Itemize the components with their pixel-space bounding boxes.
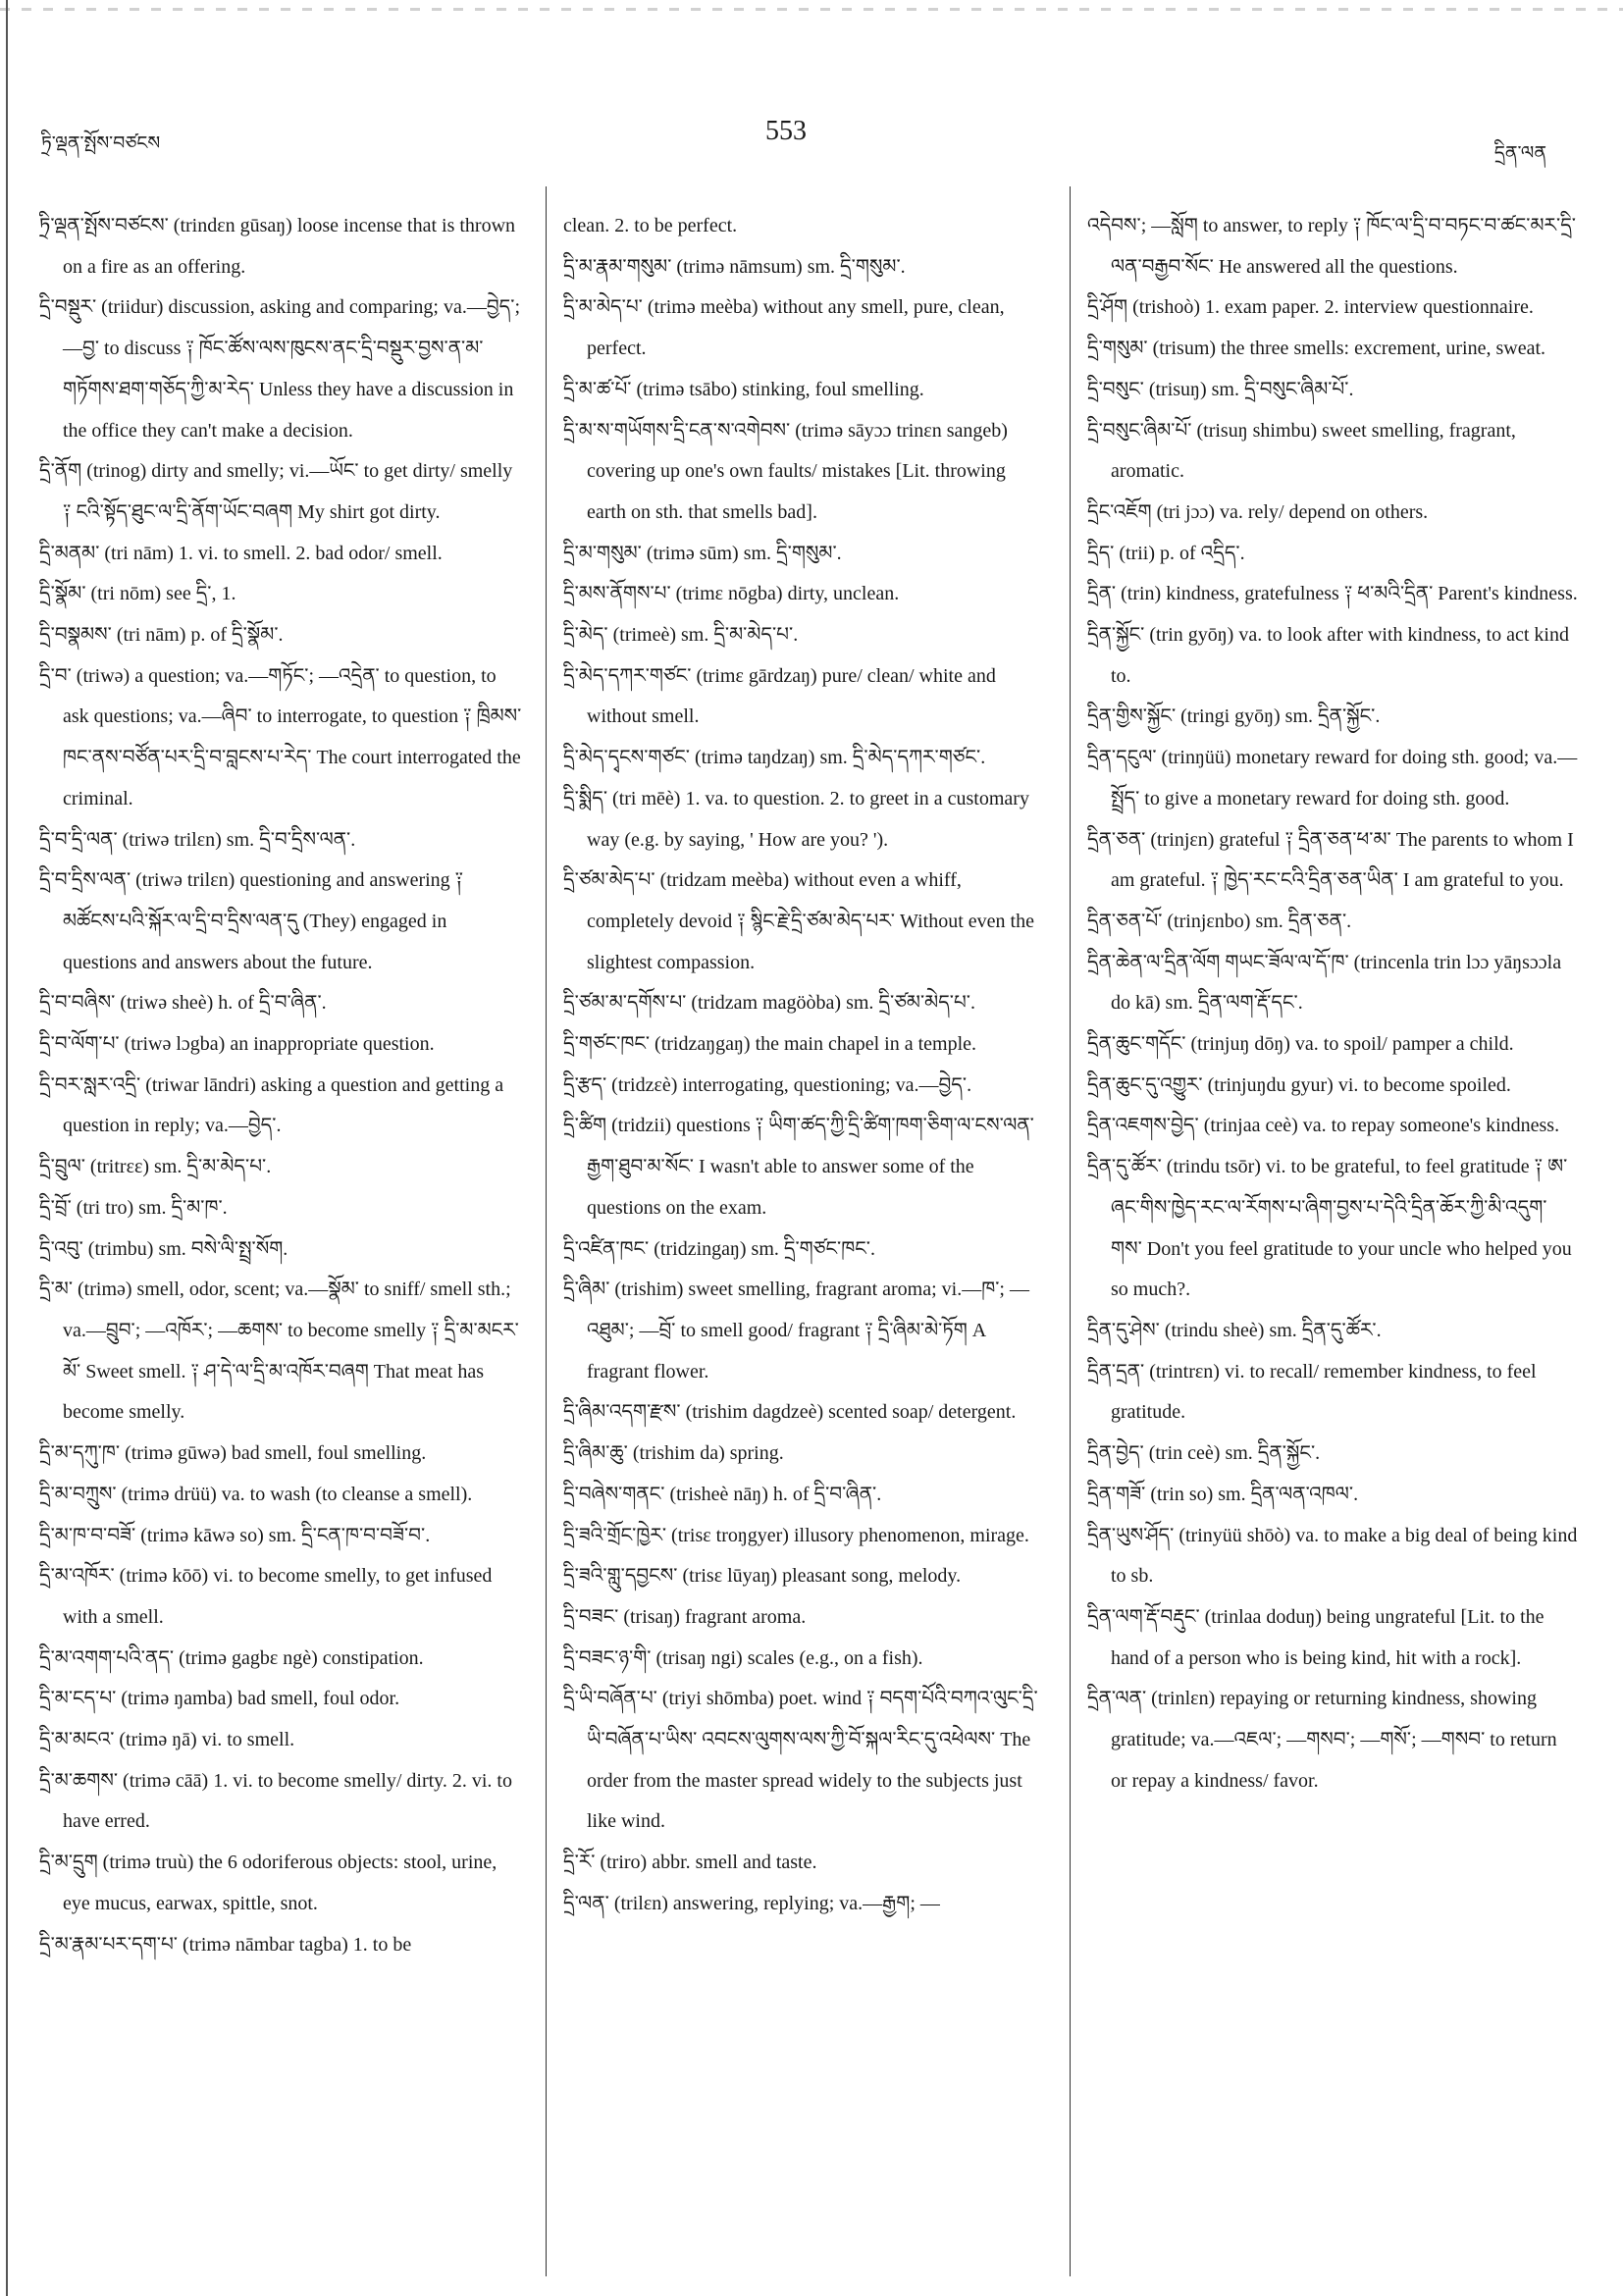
dictionary-entry: དྲི་སྨིད་ (tri mēè) 1. va. to question. 2. to greet in a customary way (e.g. by saying, ' How are you? '). xyxy=(563,787,1029,851)
dictionary-entry: དྲི་མས་ནོགས་པ་ (trimɛ nōgba) dirty, unclean. xyxy=(563,583,900,605)
dictionary-column-2 xyxy=(563,206,1044,2282)
dictionary-entry: དྲིན་འཇགས་བྱེད་ (trinjaa ceè) va. to repay someone's kindness. xyxy=(1087,1115,1560,1137)
dictionary-entry: དྲི་གཙང་ཁང་ (tridzaŋgaŋ) the main chapel in a temple. xyxy=(563,1033,977,1056)
dictionary-entry: དྲི་བ་དྲི་ལན་ (triwə trilɛn) sm. དྲི་བ་དྲིས་ལན་. xyxy=(39,828,356,851)
page-number: 553 xyxy=(765,116,807,146)
dictionary-entry: དྲི་མ་ས་གཡོགས་དྲི་ངན་ས་འགེབས་ (trimə sāyɔɔ trinɛn sangeb) covering up one's own faults/ mistakes [Lit. throwing earth on sth. that smells bad]. xyxy=(563,419,1008,523)
dictionary-entry: དྲི་སྣོམ་ (tri nōm) see དྲི་, 1. xyxy=(39,583,236,605)
dictionary-entry: དྲིན་ (trin) kindness, gratefulness ༑ ཕ་མའི་དྲིན་ Parent's kindness. xyxy=(1087,583,1578,605)
dictionary-entry: དྲི་མེད་དྭངས་གཙང་ (trimə taŋdzaŋ) sm. དྲི་མེད་དཀར་གཙང་. xyxy=(563,747,986,769)
dictionary-column-3 xyxy=(1087,206,1578,2282)
dictionary-entry: དྲིན་ཆུང་གདོང་ (trinjuŋ dōŋ) va. to spoil/ pamper a child. xyxy=(1087,1033,1514,1056)
dictionary-entry: དྲི་མ་དྲུག (trimə truù) the 6 odoriferous objects: stool, urine, eye mucus, earwax, spittle, snot. xyxy=(39,1852,497,1914)
dictionary-entry: clean. 2. to be perfect. xyxy=(563,215,738,236)
dictionary-entry: དྲིན་ཅན་པོ་ (trinjɛnbo) sm. དྲིན་ཅན་. xyxy=(1087,910,1352,932)
running-head-left: ཏྲི་ལྡན་སྤོས་བཙངས xyxy=(41,132,161,154)
scan-border-line xyxy=(0,8,1623,11)
dictionary-entry: དྲི་བཟང་ (trisaŋ) fragrant aroma. xyxy=(563,1605,807,1628)
dictionary-entry: དྲི་བསྡུར་ (triidur) discussion, asking and comparing; va.—བྱེད་; —བྱ་ to discuss ༑ ཁོང་ཚོས་ལས་ཁུངས་ནང་དྲི་བསྡུར་བྱས་ན་མ་གཏོགས་ཐག་གཅོད་ཀྱི་མ་རེད་ Unless they have a discussion in the office they can't make a decision. xyxy=(39,296,521,442)
dictionary-entry: དྲིན་བྱེད་ (trin ceè) sm. དྲིན་སྐྱོང་. xyxy=(1087,1442,1321,1465)
dictionary-entry: དྲི་ཞིམ་འདག་རྫས་ (trishim dagdzeè) scented soap/ detergent. xyxy=(563,1401,1017,1424)
dictionary-entry: དྲི་བསུང་ཞིམ་པོ་ (trisuŋ shimbu) sweet smelling, fragrant, aromatic. xyxy=(1087,419,1516,483)
dictionary-entry: དྲི་ཙམ་མ་དགོས་པ་ (tridzam magöòba) sm. དྲི་ཙམ་མེད་པ་. xyxy=(563,992,975,1015)
dictionary-entry: དྲིན་ཡུས་ཤོད་ (trinyüü shōò) va. to make a big deal of being kind to sb. xyxy=(1087,1524,1578,1588)
dictionary-entry: དྲི་ཤོག (trishoò) 1. exam paper. 2. interview questionnaire. xyxy=(1087,296,1534,319)
dictionary-entry: དྲིན་དངུལ་ (trinŋüü) monetary reward for doing sth. good; va.—སྤྲོད་ to give a monetary reward for doing sth. good. xyxy=(1087,747,1578,809)
dictionary-entry: དྲི་འབུ་ (trimbu) sm. བསེ་ལི་སྤྲ་སོག. xyxy=(39,1237,288,1260)
dictionary-entry: དྲི་མ་ངད་པ་ (trimə ŋamba) bad smell, foul odor. xyxy=(39,1688,400,1710)
dictionary-entry: དྲི་མ་ (trimə) smell, odor, scent; va.—སྣོམ་ to sniff/ smell sth.; va.—བྲུབ་; —འཁོར་; —ཆགས་ to become smelly ༑ དྲི་མ་མངར་མོ་ Sweet smell. ༑ ཤ་དེ་ལ་དྲི་མ་འཁོར་བཞག That meat has become smelly. xyxy=(39,1278,519,1424)
dictionary-entry: དྲི་ཡི་བཞོན་པ་ (triyi shōmba) poet. wind ༑ བདག་པོའི་བཀའ་ལུང་དྲི་ཡི་བཞོན་པ་ཡིས་ འབངས་ལུགས་ལས་ཀྱི་བོ་སྐལ་རིང་དུ་འཕེལས་ The order from the master spread widely to the subjects just like wind. xyxy=(563,1688,1038,1833)
dictionary-entry: དྲིན་ཆེན་ལ་དྲིན་ལོག གཡང་ཟོལ་ལ་དོ་ཁ་ (trincenla trin lɔɔ yāŋsɔɔla do kā) sm. དྲིན་ལག་རྡོ་དང་. xyxy=(1087,951,1562,1015)
dictionary-entry: དྲི་མ་ཚ་པོ་ (trimə tsābo) stinking, foul smelling. xyxy=(563,378,924,400)
dictionary-entry: དྲིན་ཅན་ (trinjɛn) grateful ༑ དྲིན་ཅན་ཕ་མ་ The parents to whom I am grateful. ༑ ཁྱེད་རང་ངའི་དྲིན་ཅན་ཡིན་ I am grateful to you. xyxy=(1087,828,1574,892)
dictionary-entry: དྲི་བསྣམས་ (tri nām) p. of དྲི་སྣོམ་. xyxy=(39,624,284,647)
dictionary-entry: དྲི་མ་ཁ་བ་བཟོ་ (trimə kāwə so) sm. དྲི་ངན་ཁ་བ་བཟོ་བ་. xyxy=(39,1524,431,1546)
dictionary-entry: དྲི་བཞེས་གནང་ (trisheè nāŋ) h. of དྲི་བ་ཞིན་. xyxy=(563,1483,882,1505)
dictionary-entry: དྲིན་དུ་ཚོར་ (trindu tsōr) vi. to be grateful, to feel gratitude ༑ ཨ་ཞང་གིས་ཁྱེད་རང་ལ་རོགས་པ་ཞིག་བྱས་པ་དེའི་དྲིན་ཆོར་ཀྱི་མི་འདུག་གས་ Don't you feel gratitude to your uncle who helped you so much?. xyxy=(1087,1156,1572,1301)
dictionary-entry: དྲི་འཛིན་ཁང་ (tridzingaŋ) sm. དྲི་གཙང་ཁང་. xyxy=(563,1237,875,1260)
dictionary-entry: དྲི་བ་བཞིས་ (triwə sheè) h. of དྲི་བ་ཞིན་. xyxy=(39,992,327,1015)
dictionary-entry: དྲི་ཞིམ་ (trishim) sweet smelling, fragrant aroma; vi.—ཁ་; —འཐུམ་; —བྲོ་ to smell good/ fragrant ༑ དྲི་ཞིམ་མེ་ཏོག A fragrant flower. xyxy=(563,1278,1029,1383)
dictionary-entry: དྲིད་ (trii) p. of འདྲིད་. xyxy=(1087,542,1245,564)
dictionary-entry: དྲི་མ་ཆགས་ (trimə cāā) 1. vi. to become smelly/ dirty. 2. vi. to have erred. xyxy=(39,1769,512,1833)
dictionary-entry: དྲི་རོ་ (triro) abbr. smell and taste. xyxy=(563,1852,817,1874)
dictionary-entry: དྲི་མེད་དཀར་གཙང་ (trimɛ gārdzaŋ) pure/ clean/ white and without smell. xyxy=(563,664,996,728)
running-head-right: དྲིན་ལན xyxy=(1493,142,1546,164)
dictionary-entry: དྲི་བ་ལོག་པ་ (triwə lɔgba) an inappropriate question. xyxy=(39,1033,435,1056)
dictionary-entry: དྲི་བྲོ་ (tri tro) sm. དྲི་མ་ཁ་. xyxy=(39,1196,228,1219)
dictionary-entry: དྲི་མ་བཀྲུས་ (trimə drüü) va. to wash (to cleanse a smell). xyxy=(39,1483,473,1505)
dictionary-entry: དྲི་ཟའི་གྲོང་ཁྱེར་ (trisɛ troŋgyer) illusory phenomenon, mirage. xyxy=(563,1524,1029,1546)
dictionary-entry: དྲི་གསུམ་ (trisum) the three smells: excrement, urine, sweat. xyxy=(1087,338,1546,360)
dictionary-entry: དྲི་བ་དྲིས་ལན་ (triwə trilɛn) questioning and answering ༑ མཚོངས་པའི་སྐོར་ལ་དྲི་བ་དྲིས་ལན་དུ (They) engaged in questions and answers about the future. xyxy=(39,869,464,973)
dictionary-entry: དྲིན་ཆུང་དུ་འགྱུར་ (trinjuŋdu gyur) vi. to become spoiled. xyxy=(1087,1073,1511,1096)
dictionary-entry: དྲི་ཟའི་གླུ་དབྱངས་ (trisɛ lūyaŋ) pleasant song, melody. xyxy=(563,1565,962,1588)
dictionary-entry: དྲིན་སྐྱོང་ (trin gyōŋ) va. to look after with kindness, to act kind to. xyxy=(1087,624,1569,687)
dictionary-entry: དྲིན་དྲན་ (trintrɛn) vi. to recall/ remember kindness, to feel gratitude. xyxy=(1087,1360,1537,1424)
dictionary-entry: དྲི་ཞིམ་ཆུ་ (trishim da) spring. xyxy=(563,1442,784,1465)
dictionary-entry: དྲི་བཟང་ཉ་གི་ (trisaŋ ngi) scales (e.g., on a fish). xyxy=(563,1646,923,1669)
dictionary-entry: དྲི་བྲུལ་ (tritrɛɛ) sm. དྲི་མ་མེད་པ་. xyxy=(39,1156,272,1178)
dictionary-entry: དྲི་ཚིག (tridzii) questions ༑ ཡིག་ཚད་ཀྱི་དྲི་ཚིག་ཁག་ཅིག་ལ་ངས་ལན་རྒྱག་ཐུབ་མ་སོང་ I wasn't able to answer some of the questions on the exam. xyxy=(563,1115,1034,1219)
dictionary-entry: དྲི་མ་རྣམ་གསུམ་ (trimə nāmsum) sm. དྲི་གསུམ་. xyxy=(563,255,906,278)
dictionary-entry: ཏྲི་ལྡན་སྤོས་བཙངས་ (trindɛn gūsaŋ) loose incense that is thrown on a fire as an offering. xyxy=(39,215,516,278)
dictionary-entry: དྲི་བར་སླར་འདྲི་ (triwar lāndri) asking a question and getting a question in reply; va.—བྱེད་. xyxy=(39,1073,504,1137)
dictionary-entry: དྲི་མ་མངའ་ (trimə ŋā) vi. to smell. xyxy=(39,1729,295,1751)
dictionary-entry: དྲི་མ་གསུམ་ (trimə sūm) sm. དྲི་གསུམ་. xyxy=(563,542,842,564)
dictionary-entry: དྲི་རྩད་ (tridzɛè) interrogating, questioning; va.—བྱེད་. xyxy=(563,1073,972,1096)
dictionary-entry: དྲི་བསུང་ (trisuŋ) sm. དྲི་བསུང་ཞིམ་པོ་. xyxy=(1087,378,1354,400)
dictionary-entry: དྲི་མེད་ (trimeè) sm. དྲི་མ་མེད་པ་. xyxy=(563,624,799,647)
dictionary-entry: དྲི་མ་མེད་པ་ (trimə meèba) without any smell, pure, clean, perfect. xyxy=(563,296,1005,360)
dictionary-column-1 xyxy=(39,206,522,2282)
dictionary-entry: དྲིན་ལག་རྡོ་བརྡུང་ (trinlaa doduŋ) being ungrateful [Lit. to the hand of a person who is being kind, hit with a rock]. xyxy=(1087,1605,1544,1669)
dictionary-entry: དྲི་ལན་ (trilɛn) answering, replying; va.—རྒྱག; — xyxy=(563,1892,940,1914)
dictionary-entry: དྲི་མ་རྣམ་པར་དག་པ་ (trimə nāmbar tagba) 1. to be xyxy=(39,1933,412,1956)
dictionary-entry: དྲིན་ལན་ (trinlɛn) repaying or returning kindness, showing gratitude; va.—འཇལ་; —གསབ་; —གསོ་; —གསབ་ to return or repay a kindness/ favor. xyxy=(1087,1688,1557,1792)
dictionary-entry: དྲིན་དུ་ཤེས་ (trindu sheè) sm. དྲིན་དུ་ཚོར་. xyxy=(1087,1319,1382,1341)
dictionary-entry: དྲིན་གྱིས་སྐྱོང་ (tringi gyōŋ) sm. དྲིན་སྐྱོང་. xyxy=(1087,705,1381,728)
dictionary-entry: འདེབས་; —སློག to answer, to reply ༑ ཁོང་ལ་དྲི་བ་བཏང་བ་ཚང་མར་དྲི་ལན་བརྒྱབ་སོང་ He answered all the questions. xyxy=(1087,215,1576,278)
dictionary-entry: དྲི་མནམ་ (tri nām) 1. vi. to smell. 2. bad odor/ smell. xyxy=(39,542,443,564)
dictionary-entry: དྲི་བ་ (triwə) a question; va.—གཏོང་; —འདྲེན་ to question, to ask questions; va.—ཞིབ་ to interrogate, to question ༑ ཁྲིམས་ཁང་ནས་བཙོན་པར་དྲི་བ་བླངས་པ་རེད་ The court interrogated the criminal. xyxy=(39,664,522,809)
dictionary-entry: དྲི་མ་དཀུ་ཁ་ (trimə gūwə) bad smell, foul smelling. xyxy=(39,1442,427,1465)
dictionary-entry: དྲི་མ་འགག་པའི་ནད་ (trimə gagbɛ ngè) constipation. xyxy=(39,1646,424,1669)
dictionary-entry: དྲི་མ་འཁོར་ (trimə kōō) vi. to become smelly, to get infused with a smell. xyxy=(39,1565,493,1628)
dictionary-entry: དྲིང་འཇོག (tri jɔɔ) va. rely/ depend on others. xyxy=(1087,500,1429,523)
dictionary-entry: དྲི་ཙམ་མེད་པ་ (tridzam meèba) without even a whiff, completely devoid ༑ སྙིང་རྗེ་དྲི་ཙམ་མེད་པར་ Without even the slightest compassion. xyxy=(563,869,1034,973)
dictionary-entry: དྲི་ནོག (trinog) dirty and smelly; vi.—ཡོང་ to get dirty/ smelly ༑ ངའི་སྟོད་ཐུང་ལ་དྲི་ནོག་ཡོང་བཞག My shirt got dirty. xyxy=(39,460,513,523)
column-divider xyxy=(546,186,547,2276)
column-divider xyxy=(1070,186,1071,2276)
dictionary-entry: དྲིན་གཟོ་ (trin so) sm. དྲིན་ལན་འཁལ་. xyxy=(1087,1483,1359,1505)
page-edge-line xyxy=(6,0,8,2296)
